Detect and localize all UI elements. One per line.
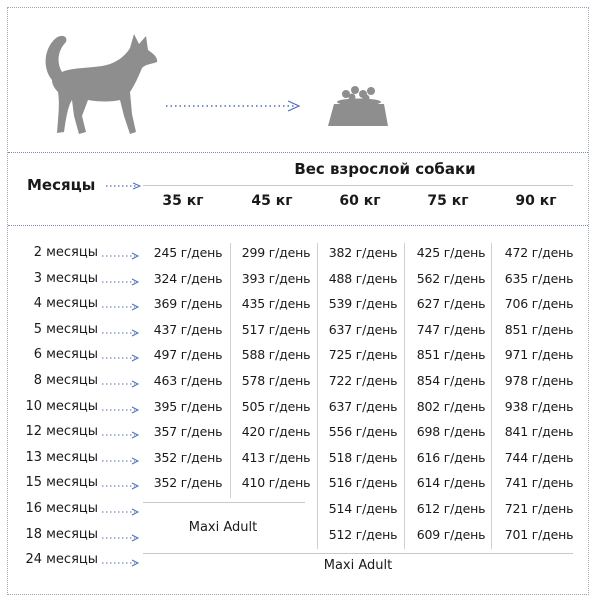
portion-cell: 725 г/день: [328, 347, 398, 363]
portion-cell: 971 г/день: [504, 347, 574, 363]
portion-cell: 497 г/день: [153, 347, 223, 363]
portion-cell: 395 г/день: [153, 398, 223, 414]
dotted-arrow-icon: [102, 380, 140, 388]
month-label: 16 месяцы: [25, 501, 98, 516]
portion-cell: 437 г/день: [153, 321, 223, 337]
divider-top: [8, 152, 588, 153]
dotted-arrow-icon: [102, 329, 140, 337]
dotted-arrow-icon: [102, 406, 140, 414]
portion-cell: 616 г/день: [416, 449, 486, 465]
table-row: [0, 472, 600, 498]
month-label: 24 месяцы: [25, 552, 98, 568]
month-label: 18 месяцы: [25, 526, 98, 542]
portion-cell: 556 г/день: [328, 424, 398, 440]
portion-cell: 854 г/день: [416, 373, 486, 388]
weight-header-90: 90 кг: [515, 193, 557, 209]
maxi-adult-wide-underline: [143, 553, 573, 554]
portion-cell: 505 г/день: [241, 398, 311, 414]
dotted-arrow-icon: [166, 100, 304, 112]
portion-cell: 516 г/день: [328, 475, 398, 491]
dotted-arrow-icon: [102, 457, 140, 465]
month-label: 15 месяцы: [25, 475, 98, 491]
table-row: [0, 319, 600, 345]
portion-cell: 518 г/день: [328, 449, 398, 465]
portion-cell: 369 г/день: [153, 296, 223, 312]
dotted-arrow-icon: [106, 182, 142, 190]
portion-cell: 299 г/день: [241, 245, 311, 260]
month-label: 5 месяцы: [33, 321, 98, 337]
portion-cell: 698 г/день: [416, 424, 486, 440]
portion-cell: 706 г/день: [504, 296, 574, 312]
portion-cell: 420 г/день: [241, 424, 311, 440]
dotted-arrow-icon: [102, 508, 140, 516]
weight-header-75: 75 кг: [427, 193, 469, 209]
weight-header-45: 45 кг: [251, 193, 293, 209]
month-label: 3 месяцы: [33, 270, 98, 286]
weight-header-35: 35 кг: [162, 193, 204, 209]
portion-cell: 612 г/день: [416, 501, 486, 516]
table-row: [0, 370, 600, 396]
table-row: [0, 293, 600, 319]
portion-cell: 562 г/день: [416, 270, 486, 286]
dotted-arrow-icon: [102, 534, 140, 542]
maxi-adult-label-wide: Maxi Adult: [323, 558, 393, 573]
portion-cell: 512 г/день: [328, 526, 398, 542]
month-label: 8 месяцы: [33, 373, 98, 388]
header-underline: [143, 185, 573, 186]
portion-cell: 609 г/день: [416, 526, 486, 542]
maxi-adult-underline: [143, 502, 305, 503]
portion-cell: 463 г/день: [153, 373, 223, 388]
divider-header: [8, 225, 588, 226]
portion-cell: 539 г/день: [328, 296, 398, 312]
portion-cell: 517 г/день: [241, 321, 311, 337]
portion-cell: 435 г/день: [241, 296, 311, 312]
food-bowl-icon: [326, 80, 390, 128]
portion-cell: 514 г/день: [328, 501, 398, 516]
dotted-arrow-icon: [102, 482, 140, 490]
dotted-arrow-icon: [102, 303, 140, 311]
portion-cell: 802 г/день: [416, 398, 486, 414]
month-label: 4 месяцы: [33, 296, 98, 312]
portion-cell: 472 г/день: [504, 245, 574, 260]
portion-cell: 357 г/день: [153, 424, 223, 440]
portion-cell: 744 г/день: [504, 449, 574, 465]
portion-cell: 851 г/день: [504, 321, 574, 337]
table-row: [0, 396, 600, 422]
portion-cell: 614 г/день: [416, 475, 486, 491]
month-label: 2 месяцы: [33, 245, 98, 260]
portion-cell: 324 г/день: [153, 270, 223, 286]
month-label: 13 месяцы: [25, 449, 98, 465]
portion-cell: 352 г/день: [153, 475, 223, 491]
portion-cell: 627 г/день: [416, 296, 486, 312]
dotted-arrow-icon: [102, 559, 140, 567]
dotted-arrow-icon: [102, 278, 140, 286]
portion-cell: 352 г/день: [153, 449, 223, 465]
month-label: 12 месяцы: [25, 424, 98, 440]
portion-cell: 722 г/день: [328, 373, 398, 388]
dog-silhouette-icon: [38, 28, 160, 138]
portion-cell: 747 г/день: [416, 321, 486, 337]
table-row: [0, 421, 600, 447]
portion-cell: 741 г/день: [504, 475, 574, 491]
portion-cell: 637 г/день: [328, 398, 398, 414]
portion-cell: 721 г/день: [504, 501, 574, 516]
adult-weight-title: Вес взрослой собаки: [294, 160, 476, 178]
portion-cell: 245 г/день: [153, 245, 223, 260]
portion-cell: 393 г/день: [241, 270, 311, 286]
portion-cell: 851 г/день: [416, 347, 486, 363]
weight-header-60: 60 кг: [339, 193, 381, 209]
portion-cell: 588 г/день: [241, 347, 311, 363]
table-row: [0, 242, 600, 268]
portion-cell: 488 г/день: [328, 270, 398, 286]
month-label: 6 месяцы: [33, 347, 98, 363]
portion-cell: 635 г/день: [504, 270, 574, 286]
portion-cell: 410 г/день: [241, 475, 311, 491]
portion-cell: 637 г/день: [328, 321, 398, 337]
portion-cell: 382 г/день: [328, 245, 398, 260]
portion-cell: 701 г/день: [504, 526, 574, 542]
table-row: [0, 344, 600, 370]
dotted-arrow-icon: [102, 252, 140, 260]
table-row: [0, 268, 600, 294]
month-label: 10 месяцы: [25, 398, 98, 414]
maxi-adult-label-short: Maxi Adult: [188, 520, 258, 535]
portion-cell: 425 г/день: [416, 245, 486, 260]
dotted-arrow-icon: [102, 354, 140, 362]
portion-cell: 841 г/день: [504, 424, 574, 440]
months-column-header: Месяцы: [27, 176, 96, 194]
portion-cell: 578 г/день: [241, 373, 311, 388]
portion-cell: 413 г/день: [241, 449, 311, 465]
portion-cell: 978 г/день: [504, 373, 574, 388]
portion-cell: 938 г/день: [504, 398, 574, 414]
table-row: [0, 447, 600, 473]
dotted-arrow-icon: [102, 431, 140, 439]
